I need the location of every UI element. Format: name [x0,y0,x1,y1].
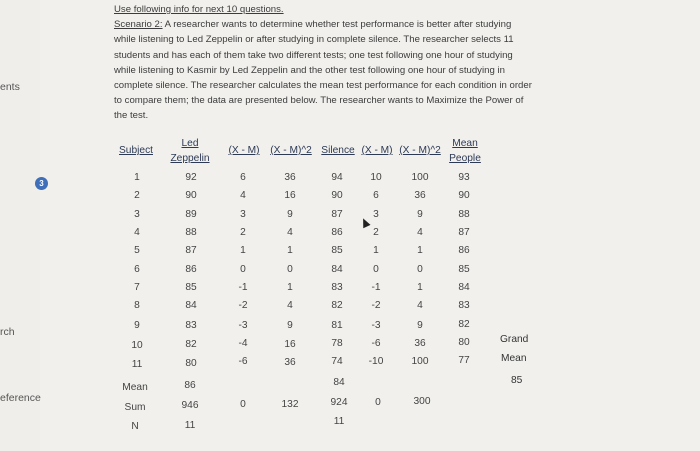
cell-subject: 8 [134,300,140,311]
cell-xm1: -2 [238,300,248,311]
cell-subject: 9 [134,320,140,331]
cell-subject: 11 [131,359,143,370]
instructions-heading: Use following info for next 10 questions. [114,4,284,15]
cell-led: 82 [185,339,197,350]
cell-xm2: -6 [371,338,381,349]
cell-xmsq1: 16 [284,190,296,201]
n-silence: 11 [333,416,345,427]
header-led: Led [181,138,199,149]
cell-led: 86 [185,264,197,275]
cell-xm1: -4 [238,338,248,349]
cell-xm2: -1 [371,282,381,293]
sidebar-label-eference[interactable]: eference [0,392,41,404]
mouse-cursor-icon [359,217,370,229]
cell-silence: 84 [331,264,343,275]
notification-badge[interactable]: 3 [35,177,48,190]
grand-mean-value: 85 [511,375,523,386]
cell-xm1: 1 [240,245,246,256]
cell-led: 80 [185,358,197,369]
sum-led: 946 [181,400,199,411]
cell-silence: 85 [331,245,343,256]
cell-subject: 3 [134,209,140,220]
cell-silence: 78 [331,338,343,349]
cell-led: 89 [185,209,197,220]
mean-led: 86 [184,380,196,391]
cell-xm1: 2 [240,227,246,238]
cell-xm2: 10 [370,172,382,183]
cell-xmsq2: 100 [411,172,429,183]
cell-mean-people: 82 [458,319,470,330]
cell-xmsq2: 9 [417,320,423,331]
cell-subject: 4 [134,227,140,238]
cell-subject: 2 [134,190,140,201]
instructions-line-7: the test. [114,110,149,122]
cell-led: 84 [185,300,197,311]
cell-xmsq1: 4 [287,300,293,311]
cell-xmsq1: 1 [287,282,293,293]
instructions-line-2: while listening to Led Zeppelin or after studying in complete silence. The researcher selects 11 [114,34,514,46]
cell-subject: 5 [134,245,140,256]
cell-silence: 90 [331,190,343,201]
grand-mean-label: Mean [501,353,527,364]
label-n: N [131,421,139,432]
sum-xmsq2: 300 [413,396,431,407]
cell-mean-people: 85 [458,264,470,275]
cell-xm2: 6 [373,190,379,201]
cell-mean-people: 77 [458,355,470,366]
cell-silence: 74 [331,356,343,367]
cell-subject: 1 [134,172,140,183]
scenario-title: Scenario 2: [114,19,163,31]
cell-xmsq2: 9 [417,209,423,220]
cell-mean-people: 86 [458,245,470,256]
header-zeppelin: Zeppelin [170,153,210,164]
sidebar-label-ents[interactable]: ents [0,81,20,93]
cell-xmsq2: 4 [417,300,423,311]
label-sum: Sum [124,402,146,413]
cell-xm1: -3 [238,320,248,331]
cell-xmsq2: 1 [417,282,423,293]
instructions-line-1: A researcher wants to determine whether test performance is better after studying [162,19,512,31]
cell-xm2: 3 [373,209,379,220]
label-mean: Mean [122,382,148,393]
sum-xm1: 0 [240,399,246,410]
cell-silence: 94 [331,172,343,183]
cell-led: 88 [185,227,197,238]
cell-xm1: 0 [240,264,246,275]
cell-silence: 83 [331,282,343,293]
cell-xm2: 2 [373,227,379,238]
left-sidebar [0,0,40,451]
cell-xmsq1: 16 [284,339,296,350]
cell-xmsq2: 36 [414,190,426,201]
header-mean: Mean [452,138,478,149]
sidebar-label-rch[interactable]: rch [0,326,15,338]
cell-xmsq2: 1 [417,245,423,256]
cell-xmsq2: 100 [411,356,429,367]
cell-xmsq1: 36 [284,357,296,368]
cell-led: 85 [185,282,197,293]
cell-mean-people: 88 [458,209,470,220]
cell-silence: 87 [331,209,343,220]
n-led: 11 [184,420,196,431]
cell-silence: 86 [331,227,343,238]
sum-xm2: 0 [375,397,381,408]
header-x-minus-m-sq-2: (X - M)^2 [399,145,441,156]
header-people: People [449,153,481,164]
header-subject: Subject [119,145,153,156]
cell-xm2: -10 [368,356,384,367]
cell-xm1: 6 [240,172,246,183]
cell-xm2: -2 [371,300,381,311]
sum-xmsq1: 132 [281,399,299,410]
cell-mean-people: 93 [458,172,470,183]
cell-xmsq1: 9 [287,209,293,220]
header-x-minus-m-1: (X - M) [228,145,260,156]
grand-label: Grand [500,334,529,345]
cell-mean-people: 90 [458,190,470,201]
cell-xm2: -3 [371,320,381,331]
cell-silence: 81 [331,320,343,331]
cell-mean-people: 84 [458,282,470,293]
cell-xm2: 1 [373,245,379,256]
header-silence: Silence [321,145,355,156]
cell-mean-people: 87 [458,227,470,238]
cell-xm1: 4 [240,190,246,201]
cell-led: 92 [185,172,197,183]
cell-xmsq1: 9 [287,320,293,331]
cell-xmsq2: 0 [417,264,423,275]
instructions-line-3: students and has each of them take two different tests; one test following one hour of studying [114,49,513,61]
cell-xm1: 3 [240,209,246,220]
cell-xmsq2: 4 [417,227,423,238]
cell-led: 83 [185,320,197,331]
instructions-line-4: while listening to Kasmir by Led Zeppelin and the other test following one hour of studying in [114,64,505,76]
instructions-line-6: to compare them; the data are presented below. The researcher wants to Maximize the Power of [114,95,524,107]
cell-led: 87 [185,245,197,256]
sum-silence: 924 [330,397,348,408]
cell-xmsq1: 36 [284,172,296,183]
cell-led: 90 [185,190,197,201]
cell-mean-people: 83 [458,300,470,311]
cell-xm1: -1 [238,282,248,293]
cell-xm1: -6 [238,356,248,367]
instructions-line-5: complete silence. The researcher calculates the mean test performance for each condition in order [114,80,532,92]
header-x-minus-m-sq-1: (X - M)^2 [270,145,312,156]
cell-xmsq2: 36 [414,338,426,349]
cell-xmsq1: 1 [287,245,293,256]
cell-subject: 10 [131,340,143,351]
cell-mean-people: 80 [458,337,470,348]
cell-xmsq1: 0 [287,264,293,275]
cell-xm2: 0 [373,264,379,275]
cell-silence: 82 [331,300,343,311]
instructions-text [114,2,574,124]
header-x-minus-m-2: (X - M) [361,145,393,156]
cell-xmsq1: 4 [287,227,293,238]
cell-subject: 7 [134,282,140,293]
mean-silence: 84 [333,377,345,388]
cell-subject: 6 [134,264,140,275]
